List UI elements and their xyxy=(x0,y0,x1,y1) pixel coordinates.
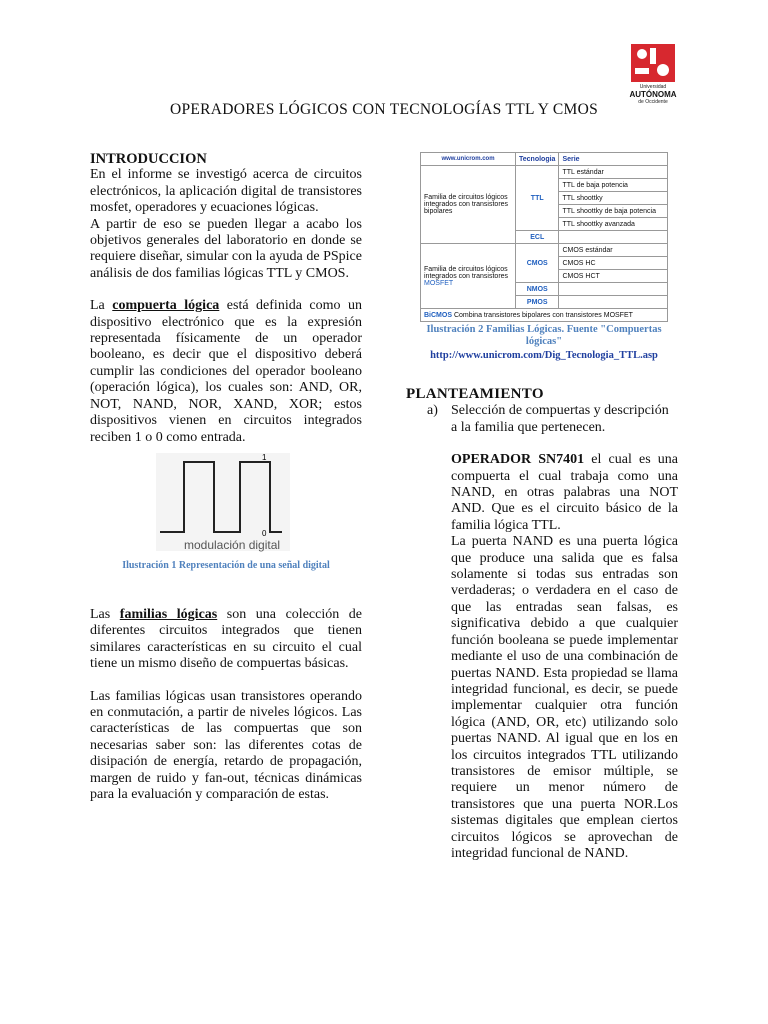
col-serie: Serie xyxy=(559,153,668,166)
serie-ttl-3: TTL shoottky xyxy=(559,192,668,205)
logo-icon xyxy=(631,44,675,82)
operador-label: OPERADOR SN7401 xyxy=(451,452,585,468)
right-column xyxy=(406,386,678,862)
logo-line3: de Occidente xyxy=(638,99,668,105)
serie-ttl-4: TTL shoottky de baja potencia xyxy=(559,205,668,218)
families-table-figure xyxy=(420,152,668,361)
families-paragraph-2: Las familias lógicas usan transistores operando en conmutación, a partir de niveles lógicos. Las características de las compuertas que son necesarias saber son: las diferentes cotas de disipación de energía, retardo de propagación, margen de ruido y fan-out, técnicas dinámicas para la evaluación y comparación de estas. xyxy=(90,688,362,802)
operador-section xyxy=(451,452,678,862)
tech-cmos: CMOS xyxy=(516,244,559,283)
term-familias-logicas: familias lógicas xyxy=(119,606,218,622)
serie-cmos-1: CMOS estándar xyxy=(559,244,668,257)
planteamiento-heading: PLANTEAMIENTO xyxy=(406,386,544,402)
tech-ecl: ECL xyxy=(516,231,559,244)
tech-nmos: NMOS xyxy=(516,283,559,296)
intro-paragraph-3: La compuerta lógica está definida como un dispositivo electrónico que es la expresión representada físicamente de un operador booleano, es decir que el dispositivo deberá cumplir las condiciones del operador booleano (operación lógica), los cuales son: AND, OR, NOT, NAND, NOR, XAND, XOR; estos dispositivos vienen en circuitos integrados reciben 1 o 0 como entrada. xyxy=(90,298,363,445)
serie-ttl-2: TTL de baja potencia xyxy=(559,179,668,192)
logo-line1: Universidad xyxy=(639,84,667,90)
serie-ttl-1: TTL estándar xyxy=(559,166,668,179)
intro-heading: INTRODUCCION xyxy=(90,151,207,167)
left-column xyxy=(90,151,362,803)
intro-paragraph-1: En el informe se investigó acerca de circuitos electrónicos, la aplicación digital de transistores mosfet, operadores y ecuaciones lógicas. xyxy=(90,167,362,216)
signal-label-low: 0 xyxy=(262,528,267,538)
col-tecnologia: Tecnologia xyxy=(516,153,559,166)
serie-ttl-5: TTL shoottky avanzada xyxy=(559,218,668,231)
intro-paragraph-2: A partir de eso se pueden llegar a acabo los objetivos generales del laboratorio en donde se requiere diseñar, simular con la ayuda de PSpice análisis de dos familias lógicas TTL y CMOS. xyxy=(90,216,362,281)
nand-paragraph: La puerta NAND es una puerta lógica que produce una salida que es falsa solamente si todas sus entradas son verdaderas; o verdadera en el caso de que las entradas sean falsas, es significativa debido a que cualquier función booleana se puede implementar mediante el uso de una combinación de puertas NAND. Esta propiedad se llama integridad funcional, es decir, se puede implementar cualquier otra función lógica (AND, OR, etc) utilizando solo puertas NAND. Al igual que en los en los circuitos integrados TTL utilizando transistores de emisor múltiple, se requiere un menor número de transistores que una puerta NOR.Los sistemas digitales que emplean ciertos circuitos lógicos se aprovechan de integridad funcional de NAND. xyxy=(451,534,678,861)
planteamiento-item-a xyxy=(406,403,678,436)
logo-line2: AUTÓNOMA xyxy=(629,90,677,99)
figure2-source-link[interactable]: http://www.unicrom.com/Dig_Tecnologia_TTL.asp xyxy=(430,350,658,361)
table-row xyxy=(421,309,668,322)
item-marker: a) xyxy=(427,403,438,419)
figure1-caption: Ilustración 1 Representación de una señal digital xyxy=(122,559,330,571)
bicmos-row: BiCMOS Combina transistores bipolares con transistores MOSFET xyxy=(421,309,668,322)
tech-pmos: PMOS xyxy=(516,296,559,309)
university-logo xyxy=(628,44,678,105)
item-text: Selección de compuertas y descripción a la familia que pertenecen. xyxy=(451,403,669,435)
signal-label-high: 1 xyxy=(262,452,267,462)
operador-paragraph: OPERADOR SN7401 el cual es una compuerta el cual trabaja como una NAND, en otras palabras una NOT AND. Que es el circuito básico de la familia lógica TTL. xyxy=(451,452,679,533)
table-row xyxy=(421,244,668,257)
page-title: OPERADORES LÓGICOS CON TECNOLOGÍAS TTL Y CMOS xyxy=(169,101,598,118)
figure-digital-signal xyxy=(90,452,362,569)
families-table xyxy=(420,152,668,322)
term-compuerta-logica: compuerta lógica xyxy=(112,298,220,314)
families-paragraph-1: Las familias lógicas son una colección de diferentes circuitos integrados que tienen similares características en su circuito el cual tiene un mismo diseño de compuertas básicas. xyxy=(90,606,362,672)
serie-cmos-3: CMOS HCT xyxy=(559,270,668,283)
serie-cmos-2: CMOS HC xyxy=(559,257,668,270)
figure2-caption: Ilustración 2 Familias Lógicas. Fuente "Compuertas lógicas" xyxy=(426,324,662,347)
group-mosfet: Familia de circuitos lógicos integrados con transistores MOSFET xyxy=(421,244,516,309)
group-bipolar: Familia de circuitos lógicos integrados con transistores bipolares xyxy=(421,166,516,244)
table-header-row xyxy=(421,153,668,166)
table-site: www.unicrom.com xyxy=(421,153,516,166)
signal-image-text: modulación digital xyxy=(184,537,281,552)
tech-ttl: TTL xyxy=(516,166,559,231)
table-row xyxy=(421,166,668,179)
digital-signal-waveform xyxy=(90,452,362,552)
